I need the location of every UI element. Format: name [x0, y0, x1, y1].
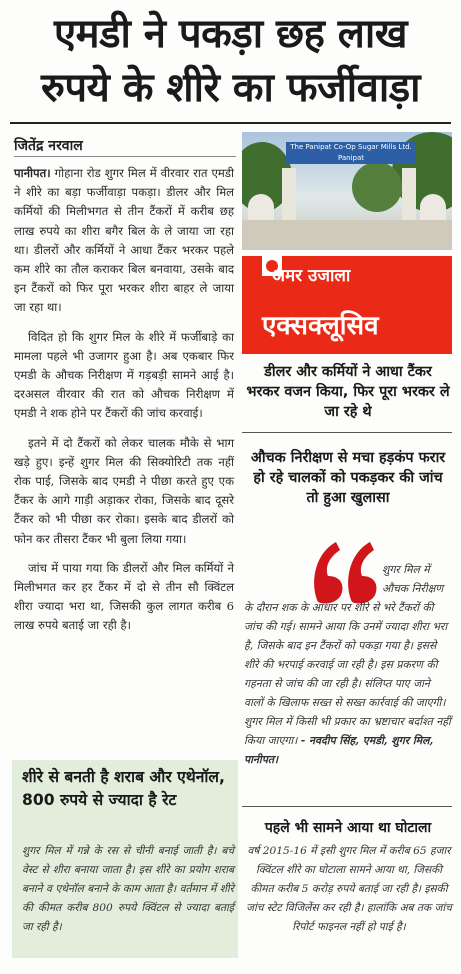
quote-attribution: - नवदीप सिंह, एमडी, शुगर मिल, पानीपत।: [244, 734, 434, 766]
right-box-title: पहले भी सामने आया था घोटाला: [264, 820, 432, 836]
gate-banner-line-1: The Panipat Co-Op Sugar Mills Ltd.: [290, 143, 412, 151]
md-quote: [244, 560, 452, 769]
right-box-text: वर्ष 2015-16 में इसी शुगर मिल में करीब 65 हजार क्विंटल शीरे का घोटाला सामने आया था, जिसकी कीमत करीब 5 करोड़ रुपये बताई जा रही है। इसकी जांच स्टेट विजिलेंस कर रही है। हालांकि अब तक जांच रिपोर्ट फाइनल नहीं हो पाई है।: [246, 845, 452, 933]
side-heading-1: डीलर और कर्मियों ने आधा टैंकर भरकर वजन किया, फिर पूरा भरकर ले जा रहे थे: [246, 364, 450, 420]
dateline: पानीपत।: [14, 166, 51, 180]
quote-lead: शुगर मिल में औचक निरीक्षण: [382, 563, 444, 595]
green-box-title: शीरे से बनती है शराब और एथेनॉल, 800 रुपये से ज्यादा है रेट: [22, 768, 225, 809]
article-paragraph-2: विदित हो कि शुगर मिल के शीरे में फर्जीबाड़े का मामला पहले भी उजागर हुआ है। अब एकबार फिर एमडी के औचक निरीक्षण में गड़बड़ी सामने आई है। दरअसल वीरवार की रात को औचक निरीक्षण में एमडी ने शक होने पर टैंकरों की जांच करवाई।: [14, 329, 234, 421]
byline-rule: [14, 156, 236, 157]
quote-body: के दौरान शक के आधार पर शीरे से भरे टैंकरों की जांच की गई। सामने आया कि उनमें ज्यादा शीरा भरा है, जिसके बाद इन टैंकरों को पकड़ा गया है। इससे शीरे की भरपाई करवाई जा रही है। इस प्रकरण की गहनता से जांच की जा रही है। संलिप्त पाए जाने वालों के खिलाफ सख्त से सख्त कार्रवाई की जाएगी। शुगर मिल में किसी भी प्रकार का भ्रष्टाचार बर्दाश्त नहीं किया जाएगा।: [244, 601, 451, 747]
green-box-text: शुगर मिल में गन्ने के रस से चीनी बनाई जाती है। बचे वेस्ट से शीरा बनाया जाता है। इस शीरे का प्रयोग शराब बनाने व एथेनॉल बनाने के काम आता है। वर्तमान में शीरे की कीमत करीब 800 रुपये क्विंटल से ज्यादा बताई जा रही है।: [22, 845, 234, 933]
exclusive-label: एक्सक्लूसिव: [262, 311, 379, 341]
side-rule: [242, 432, 452, 433]
paragraph-text: गोहाना रोड शुगर मिल में वीरवार रात एमडी ने शीरे का बड़ा फर्जीवाड़ा पकड़ा। डीलर और मिल कर्मियों की मिलीभगत से तीन टैंकरों में करीब छह लाख रुपये का शीरा बगैर बिल के ले जाया जा रहा था। डीलरों और कर्मियों ने आधा टैंकर भरकर पहले कम शीरे का तौल कराकर बिल बनवाया, उसके बाद इन टैंकरों को फिर पूरा भरकर शीरा बाहर ले जाया जा रहा था।: [14, 166, 234, 315]
byline: जितेंद्र नरवाल: [14, 138, 83, 154]
headline-line-2: रुपये के शीरे का फर्जीवाड़ा: [40, 65, 420, 111]
headline: [0, 0, 461, 118]
article-body: [14, 164, 234, 646]
gate-banner-line-2: Panipat: [337, 154, 365, 162]
article-paragraph-1: [14, 164, 234, 318]
right-box-rule: [242, 806, 452, 807]
article-paragraph-4: जांच में पाया गया कि डीलरों और मिल कर्मियों ने मिलीभगत कर हर टैंकर में दो से तीन सौ क्विंटल शीरा ज्यादा भरा था, जिसकी कुल लागत करीब 6 लाख रुपये बताई जा रही है।: [14, 560, 234, 633]
headline-rule: [10, 122, 451, 124]
gate-banner: [286, 142, 416, 164]
sugar-mill-gate-photo: [242, 132, 452, 250]
exclusive-brand: अमर उजाला: [272, 266, 351, 286]
headline-line-1: एमडी ने पकड़ा छह लाख: [54, 11, 407, 57]
side-heading-2: औचक निरीक्षण से मचा हड़कंप फरार हो रहे चालकों को पकड़कर की जांच तो हुआ खुलासा: [250, 450, 446, 506]
article-paragraph-3: इतने में दो टैंकरों को लेकर चालक मौके से भाग खड़े हुए। इन्हें शुगर मिल की सिक्योरिटी तक नहीं रोक पाई, जिसके बाद एमडी ने पीछा करते हुए एक टैंकर के आगे गाड़ी अड़ाकर रोका, जिसके बाद दूसरे टैंकर को भी पीछा कर रोका। इसके बाद डीलरों को फोन कर तीसरा टैंकर भी बुला लिया गया।: [14, 435, 234, 546]
